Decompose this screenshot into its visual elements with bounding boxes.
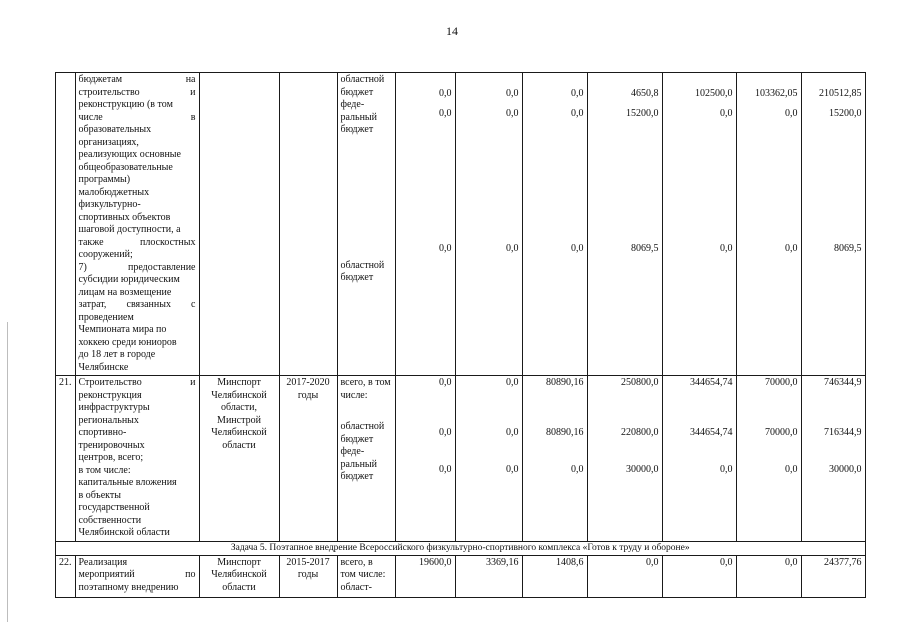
amount-value: 8069,5 [834,243,862,254]
measure-name-cell [75,555,199,597]
text-line [79,477,196,490]
amount-value: 0,0 [571,243,584,254]
value-cell: 19600,0 [395,555,455,597]
text-line [79,87,196,100]
value-cell [662,376,736,542]
text-line [79,262,196,275]
value-cell [522,376,587,542]
text-line [79,299,196,312]
text-fragment: программы) [78,174,131,185]
text-fragment: региональных [78,414,139,426]
text-fragment: мероприятий [78,569,135,580]
text-line [79,402,196,415]
source-label: бюджет [340,86,374,98]
task-heading-row [56,541,866,555]
source-label: числе: [340,389,368,401]
text-line [79,415,196,428]
text-line: области [222,439,256,451]
text-line: Минспорт [217,377,261,388]
row-number-cell: 22. [56,555,76,597]
amount-value: 80890,16 [546,377,584,388]
amount-value: 0,0 [506,464,519,475]
text-fragment: числе [78,111,103,123]
executor-cell [199,376,279,542]
total-value-cell [801,73,865,376]
value-cell [736,73,801,376]
text-line [79,349,196,362]
amount-value: 15200,0 [626,108,659,119]
text-fragment: плоскостных [139,236,196,248]
text-line: области [222,581,256,593]
amount-value: 0,0 [571,464,584,475]
text-line [79,337,196,350]
text-fragment: образовательных [78,124,152,135]
text-line [79,174,196,187]
period-cell [279,555,337,597]
text-fragment: спортивно- [78,427,127,438]
table-row-continuation [56,73,866,376]
amount-value: 0,0 [439,243,452,254]
amount-value: 0,0 [439,427,452,438]
amount-value: 0,0 [439,108,452,119]
amount-value: 0,0 [720,108,733,119]
value-cell: 3369,16 [455,555,522,597]
amount-value: 0,0 [439,464,452,475]
amount-value: 15200,0 [829,108,862,119]
text-line: Челябинской [211,389,267,401]
text-fragment: организациях, [78,136,139,148]
text-fragment: Чемпионата мира по [78,324,167,335]
text-fragment: предоставление [127,261,196,273]
text-line: 2017-2020 [286,377,330,388]
amount-value: 0,0 [439,377,452,388]
source-label: областной [340,259,385,271]
text-line [79,362,196,375]
source-label: ральный [340,111,377,123]
value-cell [395,73,455,376]
value-cell [662,73,736,376]
text-fragment: общеобразовательные [78,161,173,173]
text-line [79,287,196,300]
amount-value: 70000,0 [765,427,798,438]
text-line [79,149,196,162]
text-fragment: до 18 лет в городе [78,349,156,360]
text-fragment: с [191,299,196,310]
margin-rule [7,322,8,622]
amount-value: 250800,0 [621,377,659,388]
amount-value: 30000,0 [829,464,862,475]
funding-source-cell [337,555,395,597]
amount-value: 0,0 [720,243,733,254]
table-row-21 [56,376,866,542]
text-line [79,427,196,440]
text-fragment: на [185,74,196,85]
amount-value: 0,0 [506,377,519,388]
text-fragment: строительство [78,86,140,98]
amount-value: 0,0 [571,88,584,99]
amount-value: 70000,0 [765,377,798,388]
text-line [79,440,196,453]
value-cell [395,376,455,542]
text-fragment: Челябинске [78,361,129,373]
amount-value: 716344,9 [824,427,862,438]
amount-value: 80890,16 [546,427,584,438]
source-label: всего, в том [340,377,391,388]
amount-value: 0,0 [506,427,519,438]
amount-value: 0,0 [785,243,798,254]
text-line [79,312,196,325]
executor-cell [199,73,279,376]
text-fragment: сооружений; [78,249,133,260]
text-line: том числе: [340,569,386,580]
period-cell [279,376,337,542]
text-fragment: в объекты [78,489,121,501]
text-fragment: шаговой доступности, а [78,224,181,235]
amount-value: 0,0 [506,88,519,99]
text-line: годы [297,569,319,580]
text-line [79,465,196,478]
text-line [79,515,196,528]
amount-value: 0,0 [571,108,584,119]
text-fragment: спортивных объектов [78,211,171,223]
value-cell [587,73,662,376]
source-label: феде- [340,446,365,457]
text-line [79,274,196,287]
text-fragment: реконструкцию (в том [78,99,173,110]
row-number-cell: 21. [56,376,76,542]
total-value-cell [801,376,865,542]
text-line [79,390,196,403]
text-line [79,187,196,200]
amount-value: 4650,8 [631,88,659,99]
row-number-cell [56,73,76,376]
text-line: 2015-2017 [286,556,330,568]
source-label: областной [340,74,385,85]
text-line: Минстрой [217,414,261,426]
text-line [79,249,196,262]
text-fragment: субсидии юридическим [78,274,180,285]
text-fragment: в том числе: [78,464,131,476]
table-row-22 [56,555,866,597]
text-fragment: связанных [126,299,171,310]
amount-value: 0,0 [785,464,798,475]
text-fragment: и [190,86,196,98]
value-cell: 0,0 [736,555,801,597]
value-cell [455,73,522,376]
text-fragment: по [185,569,196,580]
amount-value: 8069,5 [631,243,659,254]
value-cell [587,376,662,542]
text-line [79,224,196,237]
text-fragment: реализующих основные [78,149,181,160]
text-line: Челябинской [211,427,267,438]
text-fragment: инфраструктуры [78,402,150,413]
text-fragment: государственной [78,502,150,513]
text-fragment: хоккею среди юниоров [78,336,177,348]
text-fragment: малобюджетных [78,186,150,198]
text-line [79,137,196,150]
text-line [79,212,196,225]
text-line [79,199,196,212]
value-cell [736,376,801,542]
text-fragment: центров, всего; [78,452,144,463]
text-fragment: и [190,377,196,388]
text-line [79,74,196,87]
budget-table [55,72,866,598]
source-label: феде- [340,99,365,110]
amount-value: 220800,0 [621,427,659,438]
text-fragment: капитальные вложения [78,477,177,488]
text-line: област- [340,581,372,593]
amount-value: 0,0 [785,108,798,119]
text-line: Минспорт [217,556,261,568]
period-cell [279,73,337,376]
text-fragment: проведением [78,311,134,323]
value-cell [455,376,522,542]
total-value-cell: 24377,76 [801,555,865,597]
text-line [79,324,196,337]
executor-cell [199,555,279,597]
text-fragment: 7) [78,261,87,273]
text-fragment: поэтапному внедрению [78,581,179,593]
source-label: бюджет [340,471,374,482]
text-line: всего, в [340,556,373,568]
text-line [79,99,196,112]
amount-value: 0,0 [439,88,452,99]
amount-value: 0,0 [506,108,519,119]
text-line: годы [297,389,319,401]
value-cell [522,73,587,376]
text-line [79,527,196,540]
funding-source-cell [337,73,395,376]
value-cell: 0,0 [587,555,662,597]
text-fragment: лицам на возмещение [78,286,172,298]
text-line [79,237,196,250]
amount-value: 210512,85 [819,88,862,99]
amount-value: 344654,74 [690,377,733,388]
text-fragment: реконструкция [78,389,142,401]
source-label: бюджет [340,272,374,283]
text-line: Челябинской [211,569,267,580]
text-line [79,490,196,503]
amount-value: 102500,0 [695,88,733,99]
text-fragment: Строительство [78,377,142,388]
amount-value: 0,0 [720,464,733,475]
text-fragment: Челябинской области [78,527,170,538]
amount-value: 103362,05 [755,88,798,99]
measure-name-cell [75,73,199,376]
page-number: 14 [446,24,458,38]
text-line [79,557,196,570]
text-line [79,124,196,137]
amount-value: 746344,9 [824,377,862,388]
text-line [79,112,196,125]
text-fragment: также [78,236,104,248]
text-line: области, [221,402,257,413]
text-line [79,582,196,595]
text-fragment: физкультурно- [78,199,141,210]
funding-source-cell [337,376,395,542]
amount-value: 30000,0 [626,464,659,475]
text-line [79,452,196,465]
text-fragment: Реализация [78,556,128,568]
text-line [79,377,196,390]
text-line [79,502,196,515]
text-fragment: затрат, [78,299,107,310]
text-fragment: бюджетам [78,74,123,85]
amount-value: 344654,74 [690,427,733,438]
text-line [79,569,196,582]
text-fragment: тренировочных [78,439,145,451]
source-label: областной [340,421,385,432]
source-label: бюджет [340,124,374,135]
source-label: бюджет [340,433,374,445]
text-fragment: собственности [78,514,142,526]
source-label: ральный [340,458,377,470]
text-fragment: в [190,111,196,123]
measure-name-cell [75,376,199,542]
value-cell: 0,0 [662,555,736,597]
task-heading: Задача 5. Поэтапное внедрение Всероссийского физкультурно-спортивного комплекса «Готов к труду и обороне» [56,541,866,555]
text-line [79,162,196,175]
value-cell: 1408,6 [522,555,587,597]
amount-value: 0,0 [506,243,519,254]
